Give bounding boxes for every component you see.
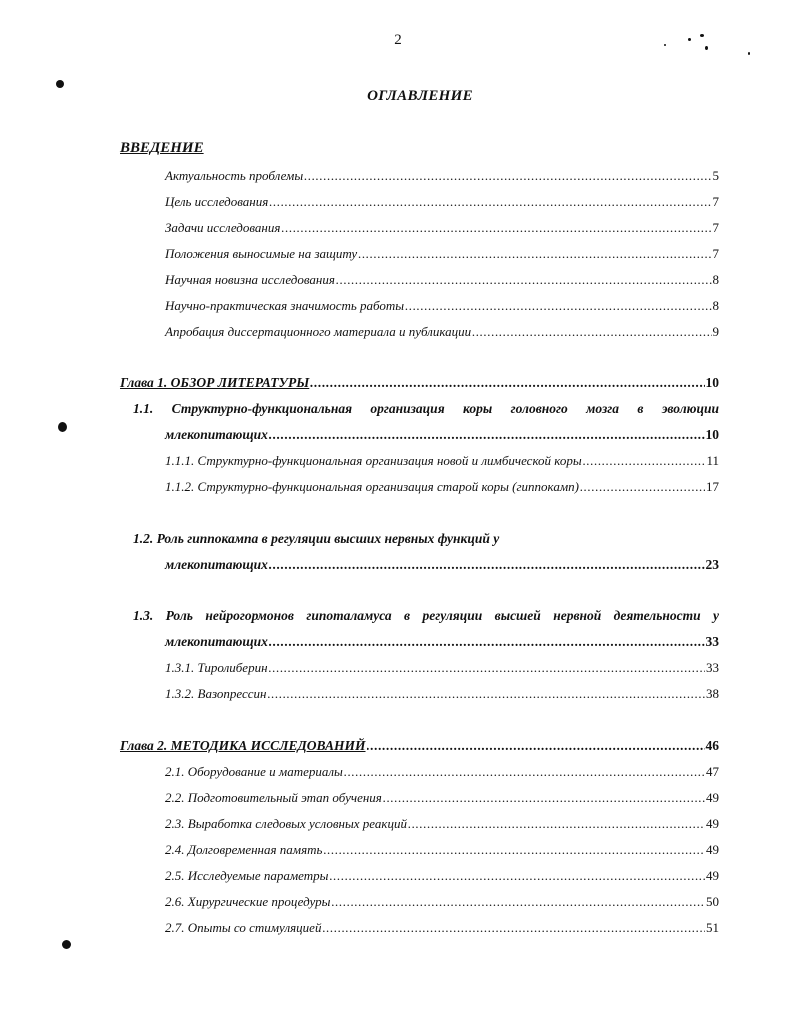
toc-entry-page: 49 bbox=[706, 868, 719, 883]
toc-entry-label: 2.1. Оборудование и материалы bbox=[165, 764, 343, 779]
section-1-3-heading[interactable] bbox=[133, 608, 719, 624]
chapter-2-title: Глава 2. МЕТОДИКА ИССЛЕДОВАНИЙ bbox=[120, 738, 366, 753]
section-1-2-page: 23 bbox=[705, 557, 719, 572]
toc-entry-page: 33 bbox=[706, 660, 719, 675]
leader-dots bbox=[383, 790, 705, 806]
toc-entry-label: 1.1.1. Структурно-функциональная организация новой и лимбической коры bbox=[165, 453, 582, 468]
toc-entry-label: 2.5. Исследуемые параметры bbox=[165, 868, 329, 883]
intro-heading: ВВЕДЕНИЕ bbox=[120, 140, 204, 156]
toc-entry-page: 9 bbox=[712, 324, 719, 339]
section-1-1-heading[interactable] bbox=[133, 401, 719, 417]
scan-speck bbox=[56, 80, 64, 88]
section-1-3-title-line1: Роль нейрогормонов гипоталамуса в регуляции высшей нервной деятельности у bbox=[165, 608, 720, 623]
toc-entry-label: 2.2. Подготовительный этап обучения bbox=[165, 790, 382, 805]
leader-dots bbox=[331, 894, 705, 910]
toc-entry-label: Научная новизна исследования bbox=[165, 272, 335, 287]
section-1-1-number: 1.1. bbox=[133, 401, 154, 416]
section-1-1-title-line1: Структурно-функциональная организация коры головного мозга в эволюции bbox=[171, 401, 720, 416]
toc-entry-label: 2.6. Хирургические процедуры bbox=[165, 894, 331, 909]
chapter-2-page: 46 bbox=[705, 738, 719, 753]
toc-title: ОГЛАВЛЕНИЕ bbox=[367, 88, 473, 104]
toc-entry-label: 1.3.2. Вазопрессин bbox=[165, 686, 267, 701]
toc-entry-page: 5 bbox=[712, 168, 719, 183]
section-1-2-number: 1.2. bbox=[133, 531, 154, 546]
leader-dots bbox=[323, 842, 705, 858]
toc-entry-page: 7 bbox=[712, 220, 719, 235]
section-1-2-entry[interactable] bbox=[165, 557, 719, 573]
section-1-2-title-line1: Роль гиппокампа в регуляции высших нервных функций у bbox=[156, 531, 500, 546]
scan-speck bbox=[748, 52, 750, 55]
toc-entry[interactable] bbox=[165, 842, 719, 858]
scan-speck bbox=[58, 422, 67, 432]
toc-entry-label: 2.4. Долговременная память bbox=[165, 842, 323, 857]
toc-entry[interactable] bbox=[165, 168, 719, 184]
leader-dots bbox=[267, 686, 705, 702]
leader-dots bbox=[358, 246, 711, 262]
leader-dots bbox=[304, 168, 711, 184]
scan-speck bbox=[62, 940, 71, 949]
section-1-3-title-line2: млекопитающих bbox=[165, 634, 268, 649]
toc-entry-page: 7 bbox=[712, 194, 719, 209]
toc-entry[interactable] bbox=[165, 479, 719, 495]
leader-dots bbox=[367, 738, 705, 754]
toc-entry-label: 1.1.2. Структурно-функциональная организация старой коры (гиппокамп) bbox=[165, 479, 579, 494]
toc-entry[interactable] bbox=[165, 220, 719, 236]
toc-entry-page: 49 bbox=[706, 842, 719, 857]
section-1-3-number: 1.3. bbox=[133, 608, 154, 623]
leader-dots bbox=[329, 868, 705, 884]
chapter-1-title: Глава 1. ОБЗОР ЛИТЕРАТУРЫ bbox=[120, 375, 310, 390]
toc-entry-label: Положения выносимые на защиту bbox=[165, 246, 358, 261]
leader-dots bbox=[269, 557, 705, 573]
chapter-1-entry[interactable] bbox=[120, 375, 719, 391]
leader-dots bbox=[472, 324, 711, 340]
leader-dots bbox=[281, 220, 711, 236]
leader-dots bbox=[583, 453, 706, 469]
toc-entry-label: Цель исследования bbox=[165, 194, 269, 209]
toc-entry-page: 49 bbox=[706, 816, 719, 831]
toc-entry[interactable] bbox=[165, 868, 719, 884]
leader-dots bbox=[269, 194, 711, 210]
toc-entry[interactable] bbox=[165, 686, 719, 702]
toc-entry[interactable] bbox=[165, 272, 719, 288]
toc-entry[interactable] bbox=[165, 298, 719, 314]
section-1-3-entry[interactable] bbox=[165, 634, 719, 650]
toc-entry-label: Апробация диссертационного материала и публикации bbox=[165, 324, 472, 339]
leader-dots bbox=[269, 634, 705, 650]
leader-dots bbox=[269, 660, 705, 676]
toc-entry-page: 49 bbox=[706, 790, 719, 805]
toc-entry-page: 50 bbox=[706, 894, 719, 909]
section-1-2-heading[interactable] bbox=[133, 531, 719, 547]
toc-entry-page: 47 bbox=[706, 764, 719, 779]
page-number: 2 bbox=[394, 32, 402, 48]
toc-entry-label: 1.3.1. Тиролиберин bbox=[165, 660, 268, 675]
leader-dots bbox=[336, 272, 712, 288]
toc-entry-page: 7 bbox=[712, 246, 719, 261]
section-1-1-page: 10 bbox=[705, 427, 719, 442]
toc-entry[interactable] bbox=[165, 816, 719, 832]
section-1-3-page: 33 bbox=[705, 634, 719, 649]
chapter-2-entry[interactable] bbox=[120, 738, 719, 754]
toc-entry-label: 2.3. Выработка следовых условных реакций bbox=[165, 816, 407, 831]
toc-entry-page: 51 bbox=[706, 920, 719, 935]
toc-entry-label: Задачи исследования bbox=[165, 220, 281, 235]
toc-entry-label: Научно-практическая значимость работы bbox=[165, 298, 405, 313]
leader-dots bbox=[408, 816, 705, 832]
leader-dots bbox=[310, 375, 704, 391]
toc-entry-page: 11 bbox=[706, 453, 719, 468]
leader-dots bbox=[405, 298, 711, 314]
section-1-2-title-line2: млекопитающих bbox=[165, 557, 268, 572]
section-1-1-entry[interactable] bbox=[165, 427, 719, 443]
toc-entry[interactable] bbox=[165, 246, 719, 262]
toc-entry-page: 8 bbox=[712, 272, 719, 287]
toc-entry-label: Актуальность проблемы bbox=[165, 168, 304, 183]
toc-entry[interactable] bbox=[165, 660, 719, 676]
section-1-1-title-line2: млекопитающих bbox=[165, 427, 268, 442]
toc-entry-page: 17 bbox=[706, 479, 719, 494]
toc-entry[interactable] bbox=[165, 453, 719, 469]
leader-dots bbox=[322, 920, 705, 936]
toc-entry-page: 38 bbox=[706, 686, 719, 701]
toc-entry[interactable] bbox=[165, 790, 719, 806]
toc-entry-page: 8 bbox=[712, 298, 719, 313]
toc-entry[interactable] bbox=[165, 324, 719, 340]
toc-entry-label: 2.7. Опыты со стимуляцией bbox=[165, 920, 322, 935]
leader-dots bbox=[580, 479, 705, 495]
toc-entry[interactable] bbox=[165, 894, 719, 910]
leader-dots bbox=[269, 427, 705, 443]
chapter-1-page: 10 bbox=[705, 375, 719, 390]
toc-entry[interactable] bbox=[165, 194, 719, 210]
toc-entry[interactable] bbox=[165, 764, 719, 780]
toc-entry[interactable] bbox=[165, 920, 719, 936]
leader-dots bbox=[344, 764, 705, 780]
